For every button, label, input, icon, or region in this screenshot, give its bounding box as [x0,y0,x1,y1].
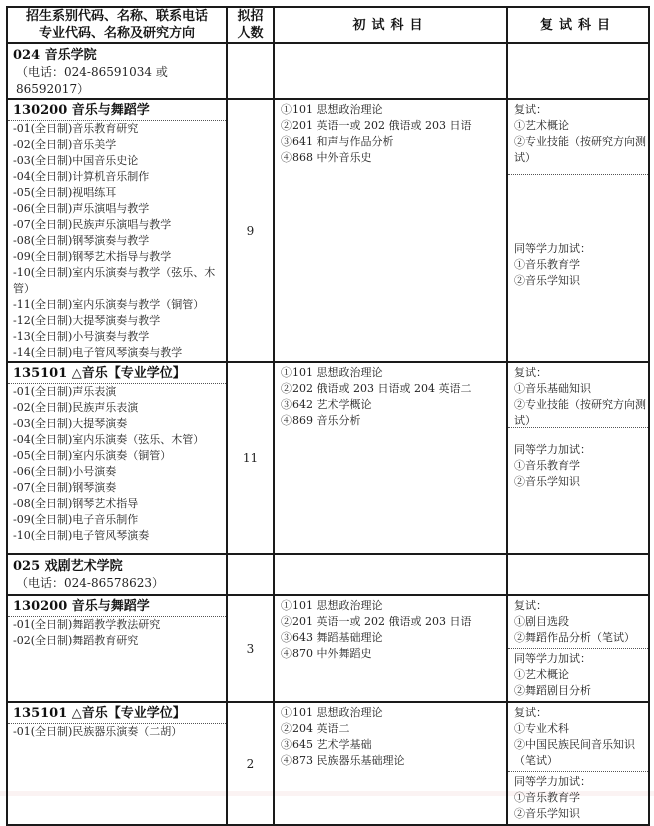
equivalent-item: ①音乐教育学 [514,791,580,804]
direction-item: -11(全日制)室内乐演奏与教学（铜管） [13,298,205,311]
major-row [7,362,649,554]
direction-item: -01(全日制)民族器乐演奏（二胡） [13,725,183,738]
equivalent-item: ①音乐教育学 [514,258,580,271]
retest-cell [507,702,649,825]
retest-item: ①音乐基础知识 [514,382,591,395]
major-cell [7,702,227,825]
exam-subject: ②204 英语二 [281,722,350,735]
exam-subject: ④870 中外舞蹈史 [281,647,372,660]
retest-item: ①专业术科 [514,722,569,735]
equivalent-item: 同等学力加试： [514,775,591,788]
exam-subject: ②201 英语一或 202 俄语或 203 日语 [281,119,472,132]
empty-cell [274,554,507,595]
retest-block [508,363,648,428]
direction-item: -06(全日制)小号演奏 [13,465,117,478]
header-col4-label: 复试科目 [539,17,616,33]
header-department-major [7,7,227,43]
exam-subject: ④868 中外音乐史 [281,151,372,164]
equivalent-test-block [508,772,648,824]
direction-item: -01(全日制)舞蹈教学教法研究 [13,618,161,631]
direction-item: -02(全日制)音乐美学 [13,138,117,151]
direction-item: -13(全日制)小号演奏与教学 [13,330,150,343]
exam-subject: ②202 俄语或 203 日语或 204 英语二 [281,382,472,395]
department-row [7,554,649,595]
initial-exam-cell [274,595,507,702]
equivalent-item: 同等学力加试： [514,443,591,456]
equivalent-item: ①音乐教育学 [514,459,580,472]
department-cell [7,43,227,99]
retest-item: ②专业技能（按研究方向测试） [514,135,646,164]
department-row [7,43,649,99]
major-title: 135101 △音乐【专业学位】 [8,363,226,384]
direction-item: -09(全日制)钢琴艺术指导与教学 [13,250,172,263]
retest-item: ①剧目选段 [514,615,569,628]
major-cell [7,99,227,362]
department-name: 024 音乐学院 [13,48,97,63]
exam-subject: ①101 思想政治理论 [281,599,383,612]
retest-item: 复试： [514,103,547,116]
retest-item: ①艺术概论 [514,119,569,132]
empty-cell [507,43,649,99]
exam-subject: ③645 艺术学基础 [281,738,372,751]
exam-subject: ③643 舞蹈基础理论 [281,631,383,644]
direction-item: -08(全日制)钢琴艺术指导 [13,497,139,510]
initial-exam-cell [274,99,507,362]
equivalent-item: ②舞蹈剧目分析 [514,684,591,697]
direction-item: -01(全日制)音乐教育研究 [13,122,139,135]
equivalent-item: ①艺术概论 [514,668,569,681]
direction-item: -12(全日制)大提琴演奏与教学 [13,314,161,327]
direction-item: -04(全日制)计算机音乐制作 [13,170,150,183]
header-col1-line1: 招生系别代码、名称、联系电话 [25,9,208,24]
header-col2-line2: 人数 [237,26,264,41]
exam-subject: ①101 思想政治理论 [281,103,383,116]
empty-cell [227,43,274,99]
admissions-table [6,6,650,826]
equivalent-test-block [508,649,648,701]
initial-exam-cell [274,362,507,554]
retest-block [508,596,648,649]
direction-item: -10(全日制)电子管风琴演奏 [13,529,150,542]
equivalent-item: ②音乐学知识 [514,807,580,820]
direction-item: -09(全日制)电子音乐制作 [13,513,139,526]
direction-item: -03(全日制)中国音乐史论 [13,154,139,167]
direction-item: -14(全日制)电子管风琴演奏与教学 [13,346,183,359]
direction-item: -05(全日制)视唱练耳 [13,186,117,199]
retest-item: 复试： [514,706,547,719]
direction-item: -07(全日制)钢琴演奏 [13,481,117,494]
major-row [7,702,649,825]
empty-cell [274,43,507,99]
enrollment-count: 11 [227,362,274,554]
retest-block [508,100,648,175]
retest-item: ②专业技能（按研究方向测试） [514,398,646,427]
exam-subject: ③642 艺术学概论 [281,398,372,411]
direction-item: -06(全日制)声乐演唱与教学 [13,202,150,215]
header-initial-exam [274,7,507,43]
equivalent-item: 同等学力加试： [514,652,591,665]
direction-item: -08(全日制)钢琴演奏与教学 [13,234,150,247]
direction-item: -05(全日制)室内乐演奏（铜管） [13,449,172,462]
enrollment-count: 3 [227,595,274,702]
exam-subject: ④869 音乐分析 [281,414,361,427]
direction-item: -03(全日制)大提琴演奏 [13,417,128,430]
direction-item: -01(全日制)声乐表演 [13,385,117,398]
equivalent-test-block [508,175,648,291]
department-name: 025 戏剧艺术学院 [13,559,123,574]
header-col3-label: 初试科目 [352,17,429,33]
equivalent-item: 同等学力加试： [514,242,591,255]
major-row [7,99,649,362]
header-col1-line2: 专业代码、名称及研究方向 [38,26,195,41]
retest-item: ②舞蹈作品分析（笔试） [514,631,635,644]
retest-item: 复试： [514,366,547,379]
empty-cell [507,554,649,595]
department-cell [7,554,227,595]
direction-item: -02(全日制)民族声乐表演 [13,401,139,414]
retest-item: 复试： [514,599,547,612]
enrollment-count: 9 [227,99,274,362]
major-title: 130200 音乐与舞蹈学 [8,596,226,617]
empty-cell [227,554,274,595]
retest-cell [507,362,649,554]
table-header-row [7,7,649,43]
direction-item: -04(全日制)室内乐演奏（弦乐、木管） [13,433,205,446]
exam-subject: ①101 思想政治理论 [281,706,383,719]
department-phone: （电话：024-86591034 或 86592017） [16,65,168,96]
header-col2-line1: 拟招 [237,9,264,24]
direction-item: -02(全日制)舞蹈教育研究 [13,634,139,647]
equivalent-item: ②音乐学知识 [514,475,580,488]
enrollment-count: 2 [227,702,274,825]
exam-subject: ③641 和声与作品分析 [281,135,394,148]
major-cell [7,595,227,702]
major-title: 135101 △音乐【专业学位】 [8,703,226,724]
equivalent-item: ②音乐学知识 [514,274,580,287]
retest-item: ②中国民族民间音乐知识（笔试） [514,738,635,767]
retest-cell [507,99,649,362]
initial-exam-cell [274,702,507,825]
department-phone: （电话：024-86578623） [16,576,165,590]
retest-cell [507,595,649,702]
direction-item: -10(全日制)室内乐演奏与教学（弦乐、木管） [13,266,216,295]
header-enrollment-count [227,7,274,43]
exam-subject: ④873 民族器乐基础理论 [281,754,405,767]
header-retest [507,7,649,43]
exam-subject: ①101 思想政治理论 [281,366,383,379]
major-title: 130200 音乐与舞蹈学 [8,100,226,121]
retest-block [508,703,648,772]
direction-item: -07(全日制)民族声乐演唱与教学 [13,218,172,231]
exam-subject: ②201 英语一或 202 俄语或 203 日语 [281,615,472,628]
major-row [7,595,649,702]
equivalent-test-block [508,428,648,492]
major-cell [7,362,227,554]
